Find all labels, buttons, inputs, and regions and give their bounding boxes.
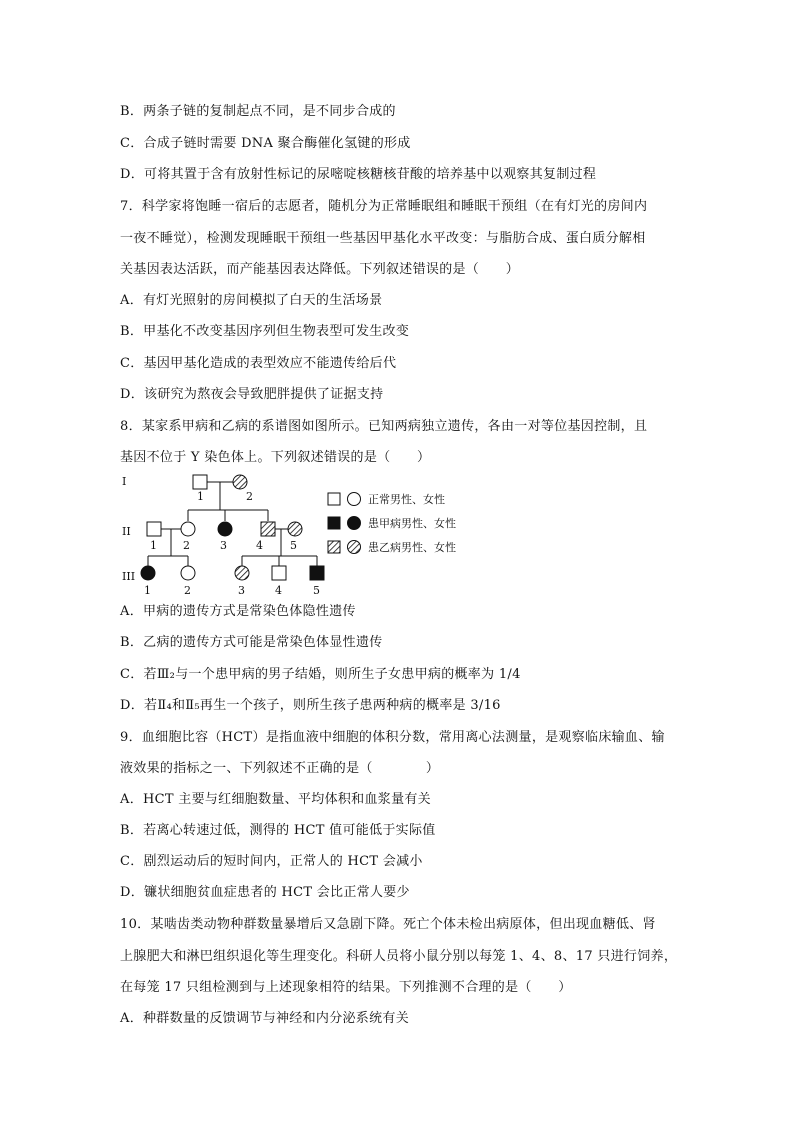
option-8b: B．乙病的遗传方式可能是常染色体显性遗传 [120,635,383,650]
option-7c: C．基因甲基化造成的表型效应不能遗传给后代 [120,356,397,371]
gen2-number-4: 4 [256,539,263,552]
question-10-line-3: 在每笼 17 只组检测到与上述现象相符的结果。下列推测不合理的是（ ） [120,980,572,995]
option-7b: B．甲基化不改变基因序列但生物表型可发生改变 [120,324,410,339]
question-7-line-1: 7．科学家将饱睡一宿后的志愿者，随机分为正常睡眠组和睡眠干预组（在有灯光的房间内 [120,199,648,214]
option-9a: A．HCT 主要与红细胞数量、平均体积和血浆量有关 [120,792,431,807]
pedigree-diagram [110,470,490,600]
gen2-number-3: 3 [220,539,227,552]
gen2-male-1 [147,522,161,536]
option-7a: A．有灯光照射的房间模拟了白天的生活场景 [120,293,383,308]
generation-label-1: I [122,475,127,488]
option-9d: D．镰状细胞贫血症患者的 HCT 会比正常人要少 [120,885,410,900]
question-8-line-1: 8．某家系甲病和乙病的系谱图如图所示。已知两病独立遗传，各由一对等位基因控制，且 [120,419,648,434]
question-7-line-2: 一夜不睡觉），检测发现睡眠干预组一些基因甲基化水平改变：与脂肪合成、蛋白质分解相 [120,231,646,246]
legend-normal-male-icon [328,493,340,505]
gen3-number-1: 1 [144,584,151,597]
option-9c: C．剧烈运动后的短时间内，正常人的 HCT 会减小 [120,854,423,869]
option-8a: A．甲病的遗传方式是常染色体隐性遗传 [120,604,356,619]
option-6b: B．两条子链的复制起点不同，是不同步合成的 [120,104,396,119]
gen3-female-2 [181,566,195,580]
gen1-number-1: 1 [197,490,204,503]
gen3-number-5: 5 [313,584,320,597]
option-8d: D．若Ⅱ₄和Ⅱ₅再生一个孩子，则所生孩子患两种病的概率是 3/16 [120,698,501,713]
question-9-line-1: 9．血细胞比容（HCT）是指血液中细胞的体积分数，常用离心法测量，是观察临床输血、输 [120,730,665,745]
legend-disease-b-male-icon [328,541,340,553]
gen2-number-2: 2 [183,539,190,552]
gen3-number-4: 4 [275,584,282,597]
gen2-female-2 [181,522,195,536]
question-10-line-2: 上腺肥大和淋巴组织退化等生理变化。科研人员将小鼠分别以每笼 1、4、8、17 只进行饲养， [120,949,678,964]
option-10a: A．种群数量的反馈调节与神经和内分泌系统有关 [120,1011,409,1026]
gen3-male-5-affected-a [310,566,324,580]
legend-disease-a-male-icon [328,517,340,529]
question-10-line-1: 10．某啮齿类动物种群数量暴增后又急剧下降。死亡个体未检出病原体，但出现血糖低、肾 [120,917,656,932]
gen2-female-3-affected-a [218,522,232,536]
legend-disease-a-label: 患甲病男性、女性 [368,517,456,530]
gen3-female-3-affected-b [235,566,249,580]
gen1-female-2 [233,475,247,489]
generation-label-2: II [122,525,131,538]
gen2-number-5: 5 [290,539,297,552]
gen2-male-4-affected-b [261,522,275,536]
option-6d: D．可将其置于含有放射性标记的尿嘧啶核糖核苷酸的培养基中以观察其复制过程 [120,167,597,182]
gen3-number-3: 3 [238,584,245,597]
generation-label-3: III [122,570,136,583]
gen3-number-2: 2 [184,584,191,597]
question-8-line-2: 基因不位于 Y 染色体上。下列叙述错误的是（ ） [120,450,431,465]
legend-disease-b-label: 患乙病男性、女性 [368,541,456,554]
legend-normal-female-icon [348,493,361,506]
question-7-line-3: 关基因表达活跃，而产能基因表达降低。下列叙述错误的是（ ） [120,262,520,277]
gen2-number-1: 1 [150,539,157,552]
legend-disease-a-female-icon [348,517,361,530]
option-7d: D．该研究为熬夜会导致肥胖提供了证据支持 [120,387,384,402]
gen3-female-1-affected-a [141,566,155,580]
legend-normal-label: 正常男性、女性 [368,493,445,506]
gen1-number-2: 2 [246,490,253,503]
gen1-male-1 [193,475,207,489]
gen2-female-5-affected-b [288,522,302,536]
option-6c: C．合成子链时需要 DNA 聚合酶催化氢键的形成 [120,136,411,151]
legend-disease-b-female-icon [348,541,361,554]
option-9b: B．若离心转速过低，测得的 HCT 值可能低于实际值 [120,823,436,838]
gen3-male-4 [272,566,286,580]
question-9-line-2: 液效果的指标之一、下列叙述不正确的是（ ） [120,761,440,776]
option-8c: C．若Ⅲ₂与一个患甲病的男子结婚，则所生子女患甲病的概率为 1/4 [120,667,521,682]
